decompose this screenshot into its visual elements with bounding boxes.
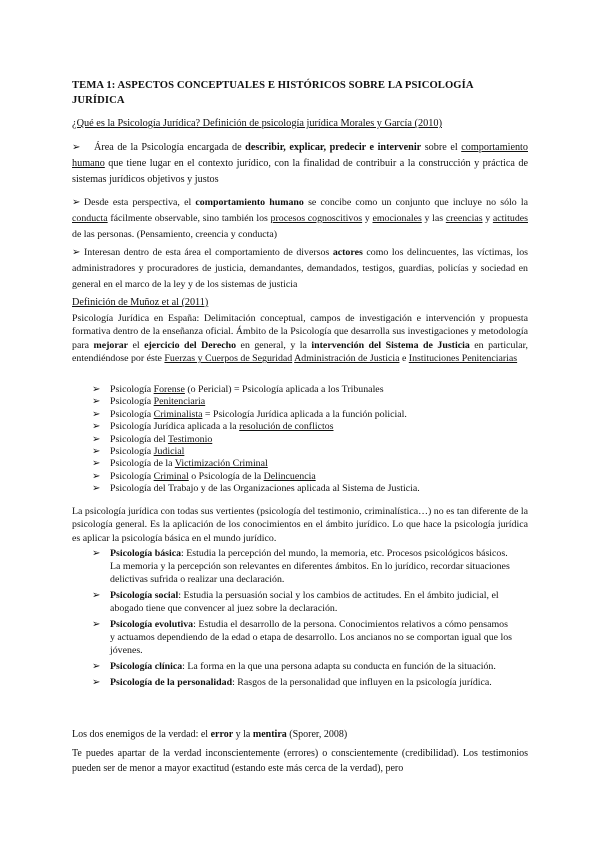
arrow-bullet-icon: ➢ bbox=[72, 142, 81, 153]
list-item: ➢ Psicología Criminal o Psicología de la Delincuencia bbox=[92, 470, 316, 482]
arrow-bullet-icon: ➢ bbox=[92, 548, 101, 559]
paragraph-munoz: Psicología Jurídica en España: Delimitación conceptual, campos de investigación e intervención y propuesta formativa dentro de la enseñanza oficial. Ámbito de la Psicología que desarrolla sus investigaciones y metodología para mejorar el ejercicio del Derecho en general, y la intervención del Sistema de Justicia en particular, entendiéndose por éste Fuerzas y Cuerpos de Seguridad Administración de Justicia e Instituciones Penitenciarias bbox=[72, 313, 528, 365]
arrow-bullet-icon: ➢ bbox=[72, 197, 81, 208]
list-item: ➢ Psicología del Testimonio bbox=[92, 433, 213, 445]
paragraph-truth: Te puedes apartar de la verdad inconscientemente (errores) o conscientemente (credibilidad). Los testimonios pueden ser de menor a mayor exactitud (estando este más cerca de la verdad), pero bbox=[72, 748, 528, 774]
branches-list bbox=[92, 384, 512, 496]
arrow-bullet-icon: ➢ bbox=[92, 433, 101, 445]
list-item: ➢ Psicología básica: Estudia la percepción del mundo, la memoria, etc. Procesos psicológicos básicos. La memoria y la percepción son relevantes en diferentes ámbitos. En lo jurídico, recordar situaciones delictivas sufrida o realizar una declaración. bbox=[92, 548, 510, 585]
arrow-bullet-icon: ➢ bbox=[92, 408, 101, 420]
arrow-bullet-icon: ➢ bbox=[92, 590, 101, 601]
definition-munoz-heading: Definición de Muñoz et al (2011) bbox=[72, 297, 209, 308]
arrow-bullet-icon: ➢ bbox=[92, 619, 101, 630]
arrow-bullet-icon: ➢ bbox=[72, 247, 81, 258]
arrow-bullet-icon: ➢ bbox=[92, 396, 101, 408]
list-item: ➢ Psicología clínica: La forma en la que una persona adapta su conducta en función de la situación. bbox=[92, 661, 496, 672]
arrow-bullet-icon: ➢ bbox=[92, 470, 101, 482]
list-item: ➢ Psicología de la personalidad: Rasgos de la personalidad que influyen en la psicología jurídica. bbox=[92, 677, 492, 688]
arrow-bullet-icon: ➢ bbox=[92, 661, 101, 672]
list-item: ➢ Psicología de la Victimización Criminal bbox=[92, 458, 268, 470]
paragraph-enemies: Los dos enemigos de la verdad: el error y la mentira (Sporer, 2008) bbox=[72, 729, 348, 740]
list-item: ➢ Psicología Criminalista = Psicología Jurídica aplicada a la función policial. bbox=[92, 408, 407, 420]
list-item: ➢ Psicología evolutiva: Estudia el desarrollo de la persona. Conocimientos relativos a cómo pensamos y actuamos dependiendo de la edad o etapa de desarrollo. Los ancianos no se comportan igual que los jóvenes. bbox=[92, 619, 513, 656]
list-item: ➢ Psicología Jurídica aplicada a la resolución de conflictos bbox=[92, 421, 334, 433]
arrow-bullet-icon: ➢ bbox=[92, 446, 101, 458]
arrow-bullet-icon: ➢ bbox=[92, 384, 101, 395]
paragraph-general: La psicología jurídica con todas sus vertientes (psicología del testimonio, criminalística…) no es tan diferente de la psicología general. Es la aplicación de los conocimientos en el ámbito jurídico. Lo que hace la psicología jurídica es aplicar la psicología básica en el mundo jurídico. bbox=[72, 506, 528, 544]
paragraph-perspective: ➢ Desde esta perspectiva, el comportamiento humano se concibe como un conjunto que incluye no sólo la conducta fácilmente observable, sino también los procesos cognoscitivos y emocionales y las creencias y actitudes de las personas. (Pensamiento, creencia y conducta) bbox=[72, 197, 529, 240]
list-item: ➢ Psicología Forense (o Pericial) = Psicología aplicada a los Tribunales bbox=[92, 384, 384, 395]
arrow-bullet-icon: ➢ bbox=[92, 458, 101, 470]
definition-question: ¿Qué es la Psicología Jurídica? Definición de psicología jurídica Morales y García (2010) bbox=[72, 118, 442, 129]
list-item: ➢ Psicología del Trabajo y de las Organizaciones aplicada al Sistema de Justicia. bbox=[92, 483, 420, 495]
arrow-bullet-icon: ➢ bbox=[92, 421, 101, 433]
list-item: ➢ Psicología Penitenciaria bbox=[92, 396, 206, 408]
paragraph-actors: ➢ Interesan dentro de esta área el comportamiento de diversos actores como los delincuentes, las víctimas, los administradores y procuradores de justicia, demandantes, demandados, testigos, guardias, policías y sociedad en general en el marco de la ley y de los sistemas de justicia bbox=[72, 247, 528, 290]
document-title: TEMA 1: ASPECTOS CONCEPTUALES E HISTÓRICOS SOBRE LA PSICOLOGÍA JURÍDICA bbox=[72, 80, 474, 106]
psychology-areas-list bbox=[92, 547, 512, 692]
paragraph-definition: ➢ Área de la Psicología encargada de describir, explicar, predecir e intervenir sobre el comportamiento humano que tiene lugar en el contexto jurídico, con la finalidad de contribuir a la construcción y práctica de sistemas jurídicos objetivos y justos bbox=[72, 142, 528, 185]
arrow-bullet-icon: ➢ bbox=[92, 483, 101, 495]
arrow-bullet-icon: ➢ bbox=[92, 677, 101, 688]
list-item: ➢ Psicología Judicial bbox=[92, 446, 185, 458]
list-item: ➢ Psicología social: Estudia la persuasión social y los cambios de actitudes. En el ámbito judicial, el abogado tiene que convencer al juez sobre la declaración. bbox=[92, 590, 499, 614]
